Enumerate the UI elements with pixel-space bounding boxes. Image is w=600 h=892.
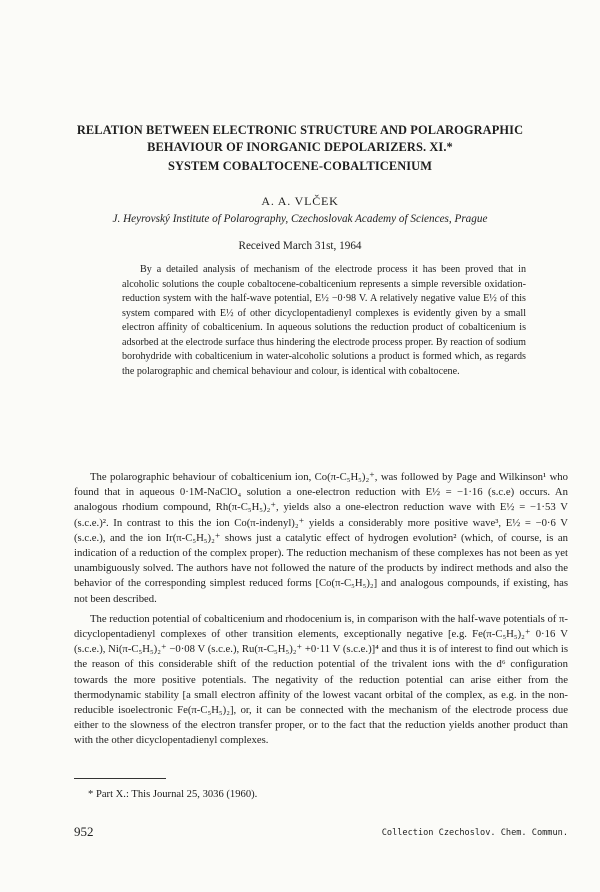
journal-name: Collection Czechoslov. Chem. Commun. bbox=[381, 828, 568, 838]
footnote: * Part X.: This Journal 25, 3036 (1960). bbox=[88, 789, 258, 800]
abstract-text: By a detailed analysis of mechanism of the electrode process it has been proved that in alcoholic solutions the couple cobaltocene-cobalticenium represents a simple reversible oxidation-reduction system with the half-wave potential, E½ −0·98 V. A relatively negative value E½ of this system compared with E½ of other dicyclopentadienyl complexes is evidently given by a small electron affinity of cobalticenium. In aqueous solutions the reduction product of cobalticenium is adsorbed at the electrode surface thus hindering the electrode process proper. By reaction of sodium borohydride with cobalticenium in water-alcoholic solutions a product is formed which, as regards the polarographic and chemical behaviour and colour, is identical with cobaltocene. bbox=[122, 264, 526, 377]
page-number: 952 bbox=[74, 824, 94, 839]
body-paragraph-1: The polarographic behaviour of cobalticenium ion, Co(π-C₅H₅)₂⁺, was followed by Page and Wilkinson¹ who found that in aqueous 0·1M-NaClO₄ solution a one-electron reduction with E½ = −1·16 (s.c.e) occurs. An analogous rhodium compound, Rh(π-C₅H₅)₂⁺, yields also a one-electron reduction wave with E½ = −1·53 V (s.c.e.)². In contrast to this the ion Co(π-indenyl)₂⁺ yields a considerably more positive wave³, E½ = −0·6 V (s.c.e.), and the ion Ir(π-C₅H₅)₂⁺ shows just a catalytic effect of hydrogen evolution² (which, of course, is an indication of a reduction of the complex proper). The reduction mechanism of these complexes has not been as yet unambiguously solved. The authors have not followed the nature of the products by indirect methods and also the behavior of the corresponding simplest reduced forms [Co(π-C₅H₅)₂] and analogous compounds, if existing, has not been described. bbox=[74, 471, 568, 605]
article-title bbox=[40, 122, 560, 156]
title-line-1: RELATION BETWEEN ELECTRONIC STRUCTURE AND POLAROGRAPHIC bbox=[76, 123, 524, 137]
received-date: Received March 31st, 1964 bbox=[238, 240, 362, 252]
affiliation: J. Heyrovský Institute of Polarography, Czechoslovak Academy of Sciences, Prague bbox=[112, 213, 488, 225]
author: A. A. VLČEK bbox=[261, 194, 339, 208]
footnote-divider bbox=[74, 778, 166, 779]
article-subtitle: SYSTEM COBALTOCENE-COBALTICENIUM bbox=[167, 159, 433, 173]
body-paragraph-2: The reduction potential of cobalticenium and rhodocenium is, in comparison with the half-wave potentials of π-dicyclopentadienyl complexes of other transition elements, exceptionally negative [e.g. Fe(π-C₅H₅)₂⁺ 0·16 V (s.c.e.), Ni(π-C₅H₅)₂⁺ −0·08 V (s.c.e.), Ru(π-C₅H₅)₂⁺ +0·11 V (s.c.e.)]⁴ and thus it is of interest to find out which is the reason of this considerable shift of the reduction potential of the trivalent ions with the d⁶ configuration towards the more positive potentials. The negativity of the reduction potential can arise either from the thermodynamic stability [a small electron affinity of the lowest vacant orbital of the complex, as e.g. in the non-reducible isoelectronic Fe(π-C₅H₅)₂], or, it can be connected with the mechanism of the electrode process due either to the slowness of the electron transfer proper, or to the fact that the reduction yields another product than with the other dicyclopentadienyl complexes. bbox=[74, 612, 568, 747]
abstract bbox=[122, 263, 526, 379]
title-line-2: BEHAVIOUR OF INORGANIC DEPOLARIZERS. XI.* bbox=[147, 140, 453, 154]
body-text bbox=[74, 470, 568, 754]
